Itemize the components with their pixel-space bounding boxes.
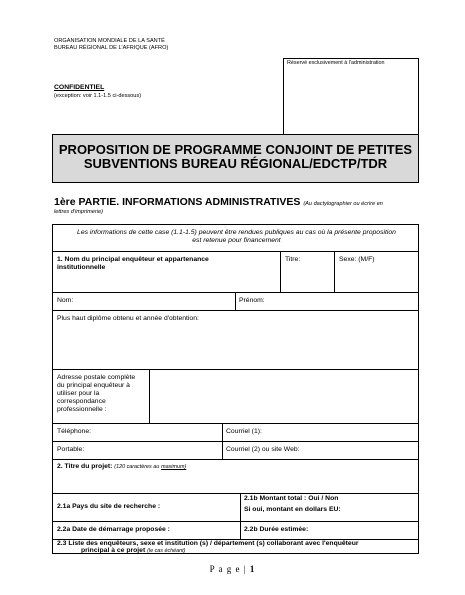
project-title-label: 2. Titre du projet: <box>57 463 113 470</box>
confidential-label: CONFIDENTIEL <box>54 84 105 91</box>
adresse-line1: Adresse postale complète <box>57 374 136 381</box>
investigators-note: (le cas échéant) <box>147 548 186 554</box>
investigators-line2: principal à ce projet <box>81 547 146 554</box>
adresse-field[interactable] <box>153 373 415 419</box>
part-heading-text: 1ère PARTIE. INFORMATIONS ADMINISTRATIVES <box>54 196 301 208</box>
prenom-field[interactable]: Prénom: <box>239 297 265 304</box>
research-country-field[interactable]: 2.1a Pays du site de recherche : <box>57 503 161 510</box>
adresse-line5: professionnelle : <box>57 406 107 413</box>
project-title-note-b: maximum) <box>161 464 187 470</box>
adresse-line3: utiliser pour la <box>57 390 100 397</box>
pi-name-line1: 1. Nom du principal enquêteur et appartenance <box>57 256 209 263</box>
form-title-line2: SUBVENTIONS BUREAU RÉGIONAL/EDCTP/TDR <box>83 156 388 171</box>
duration-field[interactable]: 2.2b Durée estimée: <box>244 526 309 533</box>
adresse-line2: du principal enquêteur à <box>57 382 130 389</box>
regional-office: BUREAU RÉGIONAL DE L'AFRIQUE (AFRO) <box>54 45 169 51</box>
public-info-note <box>57 229 416 245</box>
adresse-line4: correspondance <box>57 398 106 405</box>
form-title-box <box>52 134 419 183</box>
pi-name-line2: institutionnelle <box>57 264 106 271</box>
start-date-field[interactable]: 2.2a Date de démarrage proposée : <box>57 526 170 533</box>
admin-form <box>52 224 419 554</box>
public-info-line1: Les informations de cette case (1.1-1.5) peuvent être rendues publiques au cas où la présente proposition <box>77 229 396 236</box>
sexe-field[interactable]: Sexe: (M/F) <box>339 256 375 263</box>
investigators-line2-wrap <box>57 547 417 555</box>
part-heading-note2: lettres d'imprimerie) <box>54 209 103 215</box>
form-title-line1: PROPOSITION DE PROGRAMME CONJOINT DE PETITES <box>58 142 413 157</box>
part-heading-note: (Au dactylographier ou écrire en <box>303 201 383 207</box>
total-amount-line1: 2.1b Montant total : Oui / Non <box>244 495 339 502</box>
project-title-field[interactable] <box>57 463 186 471</box>
page-footer <box>0 564 465 574</box>
diplome-field[interactable]: Plus haut diplôme obtenu et année d'obtention: <box>57 315 199 322</box>
confidential-note: (exception: voir 1.1-1.5 ci-dessous) <box>54 93 142 99</box>
investigators-list-field[interactable] <box>57 540 417 555</box>
portable-field[interactable]: Portable: <box>57 446 85 453</box>
org-name: ORGANISATION MONDIALE DE LA SANTÉ <box>54 38 165 44</box>
part-heading <box>54 196 383 208</box>
titre-field[interactable]: Titre: <box>285 256 301 263</box>
page-label: P a g e | <box>209 564 247 574</box>
investigators-line1: 2.3 Liste des enquêteurs, sexe et institution (s) / département (s) collaborant avec l'enquêteur <box>57 540 359 547</box>
pi-name-heading <box>57 256 209 272</box>
total-amount-field[interactable] <box>244 495 341 514</box>
nom-field[interactable]: Nom: <box>57 297 74 304</box>
total-amount-line2: Si oui, montant en dollars EU: <box>244 506 341 513</box>
courriel1-field[interactable]: Courriel (1): <box>226 428 262 435</box>
telephone-field[interactable]: Téléphone: <box>57 428 92 435</box>
project-title-note-a: (120 caractères au <box>114 464 160 470</box>
page-number: 1 <box>249 564 256 574</box>
adresse-label <box>57 374 135 414</box>
admin-reserved-label: Réservé exclusivement à l'administration <box>287 60 385 66</box>
public-info-line2: est retenue pour financement <box>192 237 281 244</box>
courriel2-field[interactable]: Courriel (2) ou site Web: <box>226 446 300 453</box>
